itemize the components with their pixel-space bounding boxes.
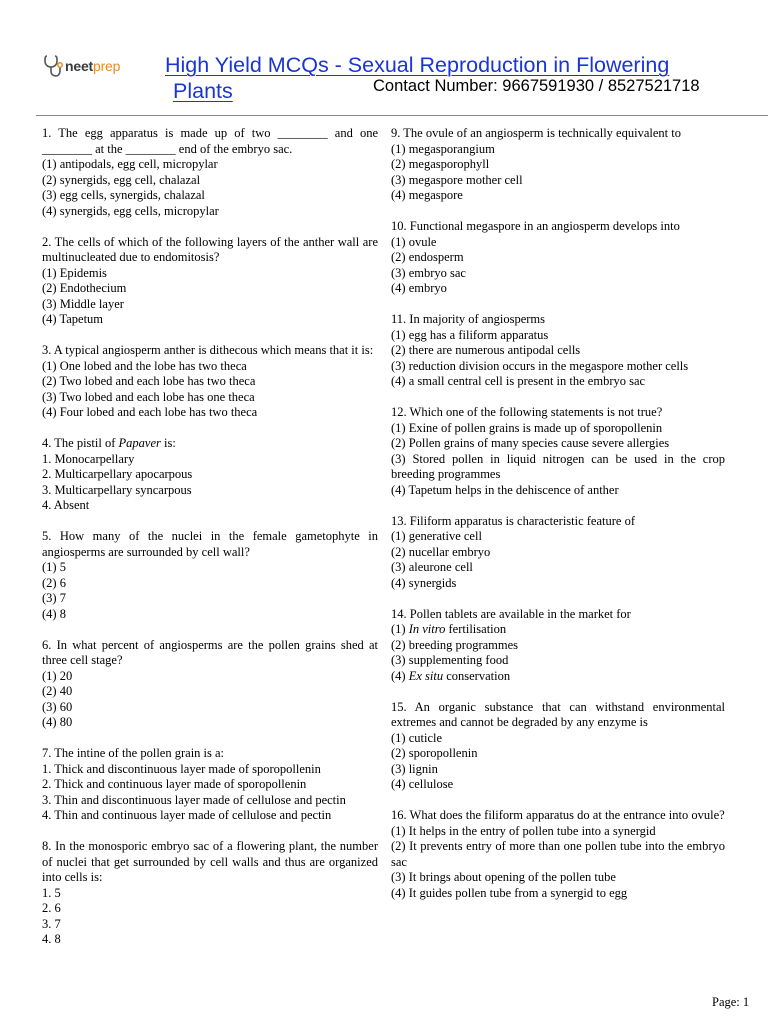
option: (4) 80 xyxy=(42,715,73,729)
question-16 xyxy=(391,808,725,901)
option: (4) Tapetum helps in the dehiscence of anther xyxy=(391,482,619,497)
header-divider xyxy=(36,115,768,116)
option: (4) synergids xyxy=(391,575,457,590)
option: 2. Multicarpellary apocarpous xyxy=(42,467,193,481)
question-13 xyxy=(391,514,725,592)
question-stem: 15. An organic substance that can withstand environmental extremes and cannot be degraded by any enzyme is xyxy=(391,699,725,729)
question-stem: 11. In majority of angiosperms xyxy=(391,312,546,326)
question-1 xyxy=(42,126,378,219)
question-11 xyxy=(391,312,725,390)
option: (4) synergids, egg cells, micropylar xyxy=(42,203,219,218)
option: (3) aleurone cell xyxy=(391,560,473,574)
question-stem: 1. The egg apparatus is made up of two ________ and one ________ at the ________ end of the embryo sac. xyxy=(42,126,378,156)
option: 4. 8 xyxy=(42,932,61,946)
option: (1) antipodals, egg cell, micropylar xyxy=(42,157,218,171)
option: (1) 20 xyxy=(42,668,73,683)
question-6 xyxy=(42,638,378,731)
question-7 xyxy=(42,746,378,824)
stem-italic: Papaver xyxy=(118,436,161,450)
question-stem: 16. What does the filiform apparatus do at the entrance into ovule? xyxy=(391,808,725,822)
contact-number: Contact Number: 9667591930 / 8527521718 xyxy=(373,77,700,95)
option: (4) Tapetum xyxy=(42,312,104,326)
option: (1) megasporangium xyxy=(391,141,495,156)
option: (2) It prevents entry of more than one pollen tube into the embryo sac xyxy=(391,839,725,869)
option-text: conservation xyxy=(443,668,511,683)
option: 4. Thin and continuous layer made of cellulose and pectin xyxy=(42,808,332,822)
neetprep-logo xyxy=(42,52,120,80)
option: 3. Thin and discontinuous layer made of cellulose and pectin xyxy=(42,792,346,807)
question-4 xyxy=(42,436,378,514)
question-stem: 12. Which one of the following statements is not true? xyxy=(391,405,663,419)
option: (4) Four lobed and each lobe has two theca xyxy=(42,405,258,419)
stem-text: is: xyxy=(160,436,176,450)
logo-text-neet: neet xyxy=(65,58,93,74)
option: (1) ovule xyxy=(391,234,437,249)
question-stem: 3. A typical angiosperm anther is dithecous which means that it is: xyxy=(42,343,374,357)
question-stem: 14. Pollen tablets are available in the market for xyxy=(391,606,631,621)
question-stem: 9. The ovule of an angiosperm is technically equivalent to xyxy=(391,126,681,140)
stethoscope-icon xyxy=(42,53,64,79)
option: (1) cuticle xyxy=(391,730,443,745)
option: (3) supplementing food xyxy=(391,653,509,667)
option: (4) cellulose xyxy=(391,777,454,791)
option: (3) reduction division occurs in the megaspore mother cells xyxy=(391,358,689,373)
option: (2) Endothecium xyxy=(42,281,127,295)
option: (3) 60 xyxy=(42,699,73,714)
title-line-1: High Yield MCQs - Sexual Reproduction in Flowering xyxy=(165,53,670,77)
question-5 xyxy=(42,529,378,622)
option: (3) 7 xyxy=(42,591,66,605)
option: (2) nucellar embryo xyxy=(391,544,491,559)
option: (2) breeding programmes xyxy=(391,637,519,652)
option: 2. Thick and continuous layer made of sporopollenin xyxy=(42,777,307,791)
option: (2) Two lobed and each lobe has two theca xyxy=(42,374,256,388)
question-stem xyxy=(42,436,378,452)
option: (2) megasporophyll xyxy=(391,157,490,171)
option: (1) generative cell xyxy=(391,529,482,543)
question-12 xyxy=(391,405,725,498)
question-14 xyxy=(391,607,725,685)
right-question-column xyxy=(391,126,725,917)
stem-text: 4. The pistil of xyxy=(42,436,119,450)
page-header xyxy=(0,0,768,118)
option: (2) 40 xyxy=(42,684,73,698)
option: (3) Middle layer xyxy=(42,296,124,311)
question-9 xyxy=(391,126,725,204)
option: (2) sporopollenin xyxy=(391,746,478,760)
option xyxy=(391,622,725,638)
option: (3) It brings about opening of the pollen tube xyxy=(391,870,616,884)
option: 4. Absent xyxy=(42,498,90,512)
option-text: (4) xyxy=(391,668,409,683)
option: (1) It helps in the entry of pollen tube into a synergid xyxy=(391,823,656,838)
title-line-2: Plants xyxy=(173,79,233,103)
option: (3) Two lobed and each lobe has one theca xyxy=(42,389,255,404)
option: (1) One lobed and the lobe has two theca xyxy=(42,358,247,373)
option: (3) egg cells, synergids, chalazal xyxy=(42,188,205,202)
option-italic: Ex situ xyxy=(408,668,444,683)
option: (2) there are numerous antipodal cells xyxy=(391,343,581,357)
option: (2) synergids, egg cell, chalazal xyxy=(42,172,201,187)
question-stem: 2. The cells of which of the following layers of the anther wall are multinucleated due to endomitosis? xyxy=(42,234,378,264)
option: (1) egg has a filiform apparatus xyxy=(391,327,549,342)
question-stem: 5. How many of the nuclei in the female gametophyte in angiosperms are surrounded by cell wall? xyxy=(42,529,378,559)
option: 3. 7 xyxy=(42,916,61,931)
question-stem: 10. Functional megaspore in an angiosperm develops into xyxy=(391,219,680,233)
question-stem: 8. In the monosporic embryo sac of a flowering plant, the number of nuclei that get surrounded by cell walls and thus are organized into cells is: xyxy=(42,839,378,884)
question-stem: 6. In what percent of angiosperms are the pollen grains shed at three cell stage? xyxy=(42,637,378,667)
left-question-column xyxy=(42,126,378,963)
option: (4) a small central cell is present in the embryo sac xyxy=(391,374,646,388)
option: (1) Epidemis xyxy=(42,265,107,280)
option: (4) embryo xyxy=(391,281,447,295)
option: 2. 6 xyxy=(42,901,61,915)
option: (4) megaspore xyxy=(391,188,463,202)
option: 1. Thick and discontinuous layer made of sporopollenin xyxy=(42,761,321,776)
option-text: fertilisation xyxy=(445,622,507,636)
option: (3) megaspore mother cell xyxy=(391,172,523,187)
option: (4) It guides pollen tube from a synergid to egg xyxy=(391,885,628,900)
option: 1. Monocarpellary xyxy=(42,451,135,466)
option: (1) 5 xyxy=(42,560,66,574)
question-stem: 7. The intine of the pollen grain is a: xyxy=(42,746,225,760)
option: (2) endosperm xyxy=(391,250,464,264)
question-2 xyxy=(42,235,378,328)
question-10 xyxy=(391,219,725,297)
option: (3) lignin xyxy=(391,761,438,776)
option: (4) 8 xyxy=(42,606,66,621)
option: (2) 6 xyxy=(42,575,66,590)
option xyxy=(391,669,725,685)
question-15 xyxy=(391,700,725,793)
option: 3. Multicarpellary syncarpous xyxy=(42,482,192,497)
page-number: Page: 1 xyxy=(712,995,750,1009)
option-italic: In vitro xyxy=(408,622,446,636)
option-text: (1) xyxy=(391,622,409,636)
option: (3) Stored pollen in liquid nitrogen can be used in the crop breeding programmes xyxy=(391,451,725,481)
option: 1. 5 xyxy=(42,885,61,900)
option: (2) Pollen grains of many species cause severe allergies xyxy=(391,436,670,450)
question-8 xyxy=(42,839,378,948)
logo-text-prep: prep xyxy=(93,58,121,74)
question-3 xyxy=(42,343,378,421)
option: (3) embryo sac xyxy=(391,265,466,280)
option: (1) Exine of pollen grains is made up of sporopollenin xyxy=(391,420,663,435)
question-stem: 13. Filiform apparatus is characteristic feature of xyxy=(391,513,636,528)
